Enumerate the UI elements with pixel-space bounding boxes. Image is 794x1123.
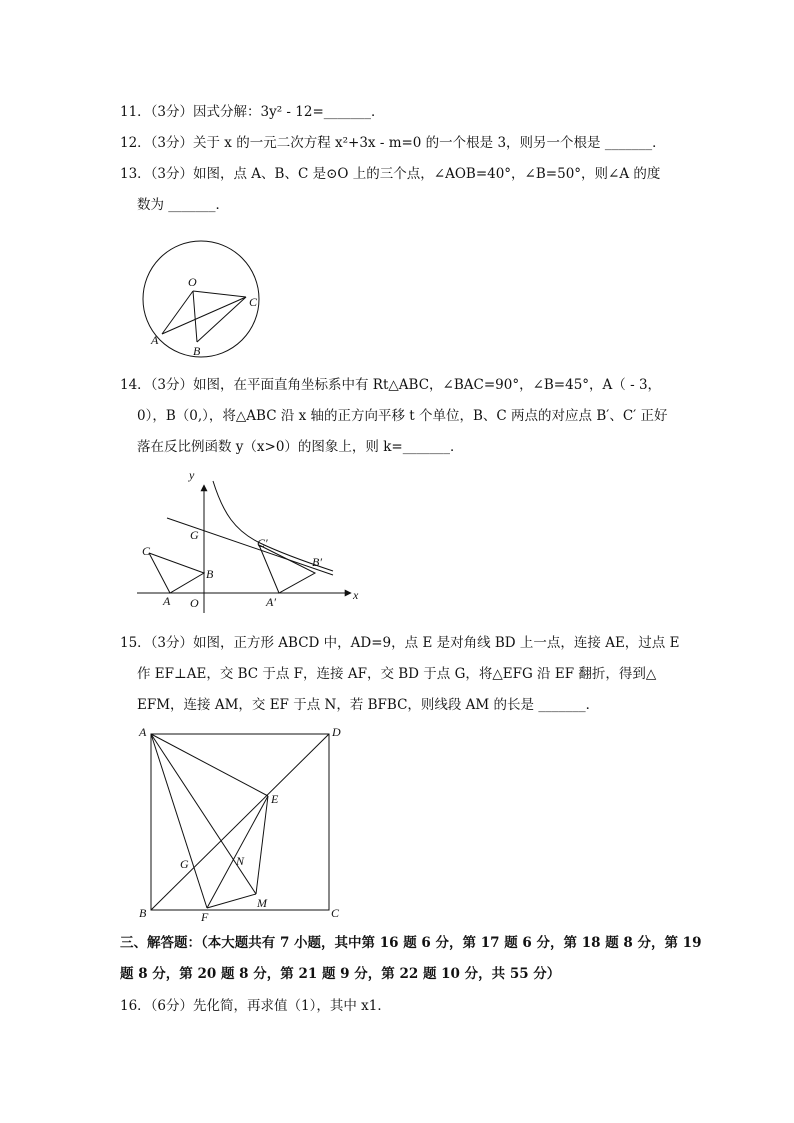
section-3-heading-line-2: 题 8 分，第 20 题 8 分，第 21 题 9 分，第 22 题 10 分，共 55 分） — [120, 966, 561, 982]
label-a: A — [151, 333, 159, 347]
question-13-line-2: 数为 _______． — [137, 197, 230, 213]
question-14-line-2: 0），B（0,），将△ABC 沿 x 轴的正方向平移 t 个单位，B、C 两点的对应点 B′、C′ 正好 — [137, 408, 668, 424]
label-c: C — [331, 906, 340, 920]
diagonal-bd — [151, 734, 329, 910]
figure-coordinate-q14 — [135, 463, 365, 618]
segment-ob — [193, 291, 197, 342]
question-16: 16．（6分）先化简，再求值（1），其中 x1． — [120, 998, 391, 1014]
question-14-line-3: 落在反比例函数 y（x>0）的图象上，则 k=_______． — [137, 439, 464, 455]
label-y: y — [189, 468, 195, 482]
section-3-heading-line-1: 三、解答题：（本大题共有 7 小题，其中第 16 题 6 分，第 17 题 6 分，第 18 题 8 分，第 19 — [120, 935, 702, 951]
figure-square-q15 — [135, 722, 355, 922]
question-15-line-2: 作 EF⊥AE，交 BC 于点 F，连接 AF，交 BD 于点 G，将△EFG 沿 EF 翻折，得到△ — [137, 666, 657, 682]
segment-bc — [197, 297, 246, 342]
label-m: M — [257, 896, 267, 910]
question-14-line-1: 14．（3分）如图，在平面直角坐标系中有 Rt△ABC，∠BAC=90°，∠B=45°，A（ - 3， — [120, 377, 662, 393]
segment-fm — [207, 894, 256, 908]
figure-circle-q13 — [135, 238, 275, 358]
label-n: N — [236, 854, 245, 868]
question-12: 12．（3分）关于 x 的一元二次方程 x²+3x - m=0 的一个根是 3，则另一个根是 _______． — [120, 135, 666, 151]
label-o: O — [190, 596, 199, 610]
label-o: O — [188, 275, 197, 289]
label-c: C — [249, 295, 258, 309]
label-c-prime: C′ — [257, 536, 268, 550]
label-g: G — [190, 528, 199, 542]
segment-ac — [162, 297, 246, 334]
label-b: B — [206, 567, 214, 581]
question-15-line-3: EFM，连接 AM，交 EF 于点 N，若 BFBC，则线段 AM 的长是 _______． — [137, 697, 600, 713]
segment-oc — [193, 291, 246, 297]
label-f: F — [201, 910, 209, 922]
label-c: C — [142, 544, 151, 558]
triangle-abc — [149, 553, 204, 593]
label-g: G — [180, 857, 189, 871]
segment-em — [256, 796, 268, 894]
label-a-prime: A′ — [266, 595, 276, 609]
segment-am — [151, 734, 256, 894]
label-x: x — [353, 588, 359, 602]
label-b: B — [193, 344, 201, 358]
question-11: 11．（3分）因式分解：3y² - 12=_______． — [120, 104, 385, 120]
label-e: E — [271, 792, 279, 806]
question-13-line-1: 13．（3分）如图，点 A、B、C 是⊙O 上的三个点，∠AOB=40°，∠B=50°，则∠A 的度 — [120, 166, 661, 182]
label-a: A — [139, 725, 147, 739]
question-15-line-1: 15．（3分）如图，正方形 ABCD 中，AD=9，点 E 是对角线 BD 上一点，连接 AE，过点 E — [120, 635, 680, 651]
segment-ef — [207, 796, 268, 908]
label-d: D — [332, 725, 341, 739]
segment-ae — [151, 734, 268, 796]
label-a: A — [163, 594, 171, 608]
label-b: B — [139, 906, 147, 920]
line-gb — [167, 518, 333, 575]
label-b-prime: B′ — [312, 555, 322, 569]
